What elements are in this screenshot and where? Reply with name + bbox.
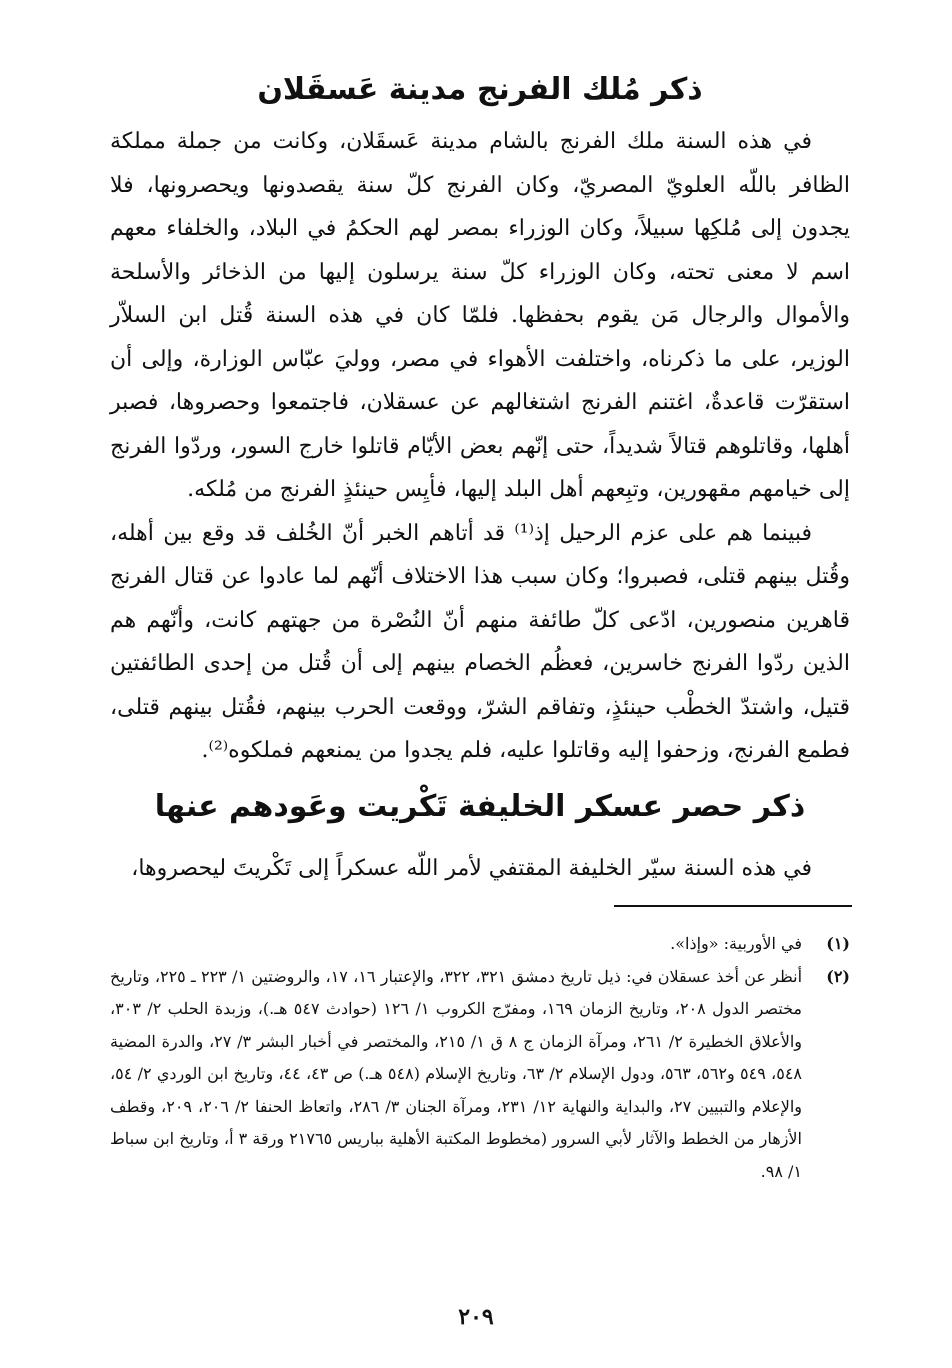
footnote [110,928,850,961]
section-title-ascalon: ذكر مُلك الفرنج مدينة عَسقَلان [257,72,703,107]
paragraph-tikrit-1: في هذه السنة سيّر الخليفة المقتفي لأمر اللّه عسكراً إلى تَكْريتَ ليحصروها، [131,855,812,881]
main-text [110,60,850,890]
footnote-text: أنظر عن أخذ عسقلان في: ذيل تاريخ دمشق ٣٢١، ٣٢٢، والإعتبار ١٦، ١٧، والروضتين ١/ ٢٢٣ ـ ٢٢٥، وتاريخ مختصر الدول ٢٠٨، وتاريخ الزمان ١٦٩، ومفرّج الكروب ١/ ١٢٦ (حوادث ٥٤٧ هـ.)، وزبدة الحلب ٢/ ٣٠٣، والأعلاق الخطيرة ٢/ ٢٦١، ومرآة الزمان ج ٨ ق ١/ ٢١٥، والمختصر في أخبار البشر ٣/ ٢٧، والدرة المضية ٥٤٨، ٥٤٩ و٥٦٢، ٥٦٣، ودول الإسلام ٢/ ٦٣، وتاريخ الإسلام (٥٤٨ هـ.) ص ٤٣، ٤٤، وتاريخ ابن الوردي ٢/ ٥٤، والإعلام والتبيين ٢٧، والبداية والنهاية ١٢/ ٢٣١، ومرآة الجنان ٣/ ٢٨٦، واتعاظ الحنفا ٢/ ٢٠٦، ٢٠٩، وقطف الأزهار من الخطط والآثار لأبي السرور (مخطوط المكتبة الأهلية بباريس ٢١٧٦٥ ورقة ٣ أ، وتاريخ ابن سباط ١/ ٩٨. [110,966,803,1181]
section-title-tikrit: ذكر حصر عسكر الخليفة تَكْريت وعَودهم عنها [154,788,806,824]
page-number: ٢٠٩ [458,1304,494,1330]
footnote-number: (٢) [826,966,850,986]
footnote-number: (١) [826,934,850,953]
paragraph-ascalon-2: فبينما هم على عزم الرحيل إذ⁽¹⁾ قد أتاهم الخبر أنّ الخُلف قد وقع بين أهله، وقُتل بينهم قتلى، فصبروا؛ وكان سبب هذا الاختلاف أنّهم لما عادوا عن قتال الفرنج قاهرين منصورين، ادّعى كلّ طائفة منهم أنّ النُصْرة من جهتهم كانت، وأنّهم هم الذين ردّوا الفرنج خاسرين، فعظُم الخصام بينهم إلى أن قُتل من إحدى الطائفتين قتيل، واشتدّ الخطْب حينئذٍ، وتفاقم الشرّ، ووقعت الحرب بينهم، فقُتل بينهم قتلى، فطمع الفرنج، وزحفوا إليه وقاتلوا عليه، فلم يجدوا من يمنعهم فملكوه⁽²⁾. [110,520,850,763]
paragraph-ascalon-1: في هذه السنة ملك الفرنج بالشام مدينة عَسقَلان، وكانت من جملة مملكة الظافر باللّه العلويّ المصريّ، وكان الفرنج كلّ سنة يقصدونها ويحصرونها، فلا يجدون إلى مُلكِها سبيلاً، وكان الوزراء بمصر لهم الحكمُ في البلاد، والخلفاء معهم اسم لا معنى تحته، وكان الوزراء كلّ سنة يرسلون إليها من الذخائر والأسلحة والأموال والرجال مَن يقوم بحفظها. فلمّا كان في هذه السنة قُتل ابن السلاّر الوزير، على ما ذكرناه، واختلفت الأهواء في مصر، ووليَ عبّاس الوزارة، وإلى أن استقرّت قاعدةٌ، اغتنم الفرنج اشتغالهم عن عسقلان، فاجتمعوا وحصروها، فصبر أهلها، وقاتلوهم قتالاً شديداً، حتى إنّهم بعض الأيّام قاتلوا خارج السور، وردّوا الفرنج إلى خيامهم مقهورين، وتبِعهم أهل البلد إليها، فأيِس حينئذٍ الفرنج من مُلكه. [110,129,850,502]
footnote-text: في الأوربية: «وإذا». [670,934,802,953]
footnote [110,961,850,1189]
footnote-divider [614,905,852,907]
footnotes [110,928,850,1188]
